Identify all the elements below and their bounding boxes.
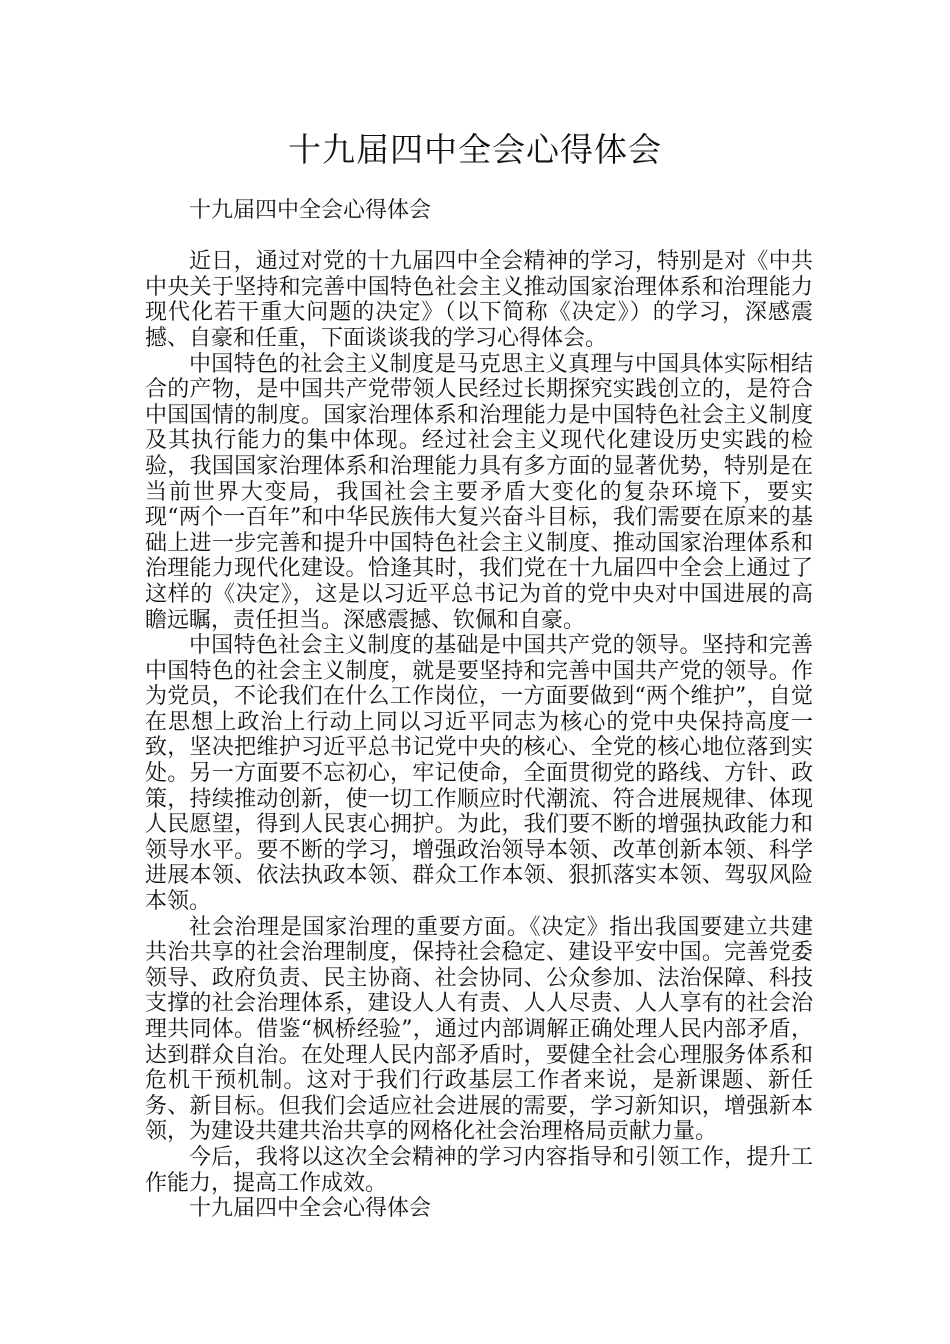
- document-footer-line: 十九届四中全会心得体会: [189, 1196, 432, 1222]
- paragraph-conclusion: 今后，我将以这次全会精神的学习内容指导和引领工作，提升工作能力，提高工作成效。: [145, 1144, 813, 1196]
- paragraph-party-leadership: 中国特色社会主义制度的基础是中国共产党的领导。坚持和完善中国特色的社会主义制度，就是要坚持和完善中国共产党的领导。作为党员，不论我们在什么工作岗位，一方面要做到“两个维护”，自觉在思想上政治上行动上同以习近平同志为核心的党中央保持高度一致，坚决把维护习近平总书记党中央的核心、全党的核心地位落到实处。另一方面要不忘初心，牢记使命，全面贯彻党的路线、方针、政策，持续推动创新，使一切工作顺应时代潮流、符合进展规律、体现人民愿望，得到人民衷心拥护。为此，我们要不断的增强执政能力和领导水平。要不断的学习，增强政治领导本领、改革创新本领、科学进展本领、依法执政本领、群众工作本领、狠抓落实本领、驾驭风险本领。: [145, 633, 813, 915]
- document-body: [145, 198, 813, 1222]
- document-subtitle: 十九届四中全会心得体会: [189, 198, 432, 223]
- paragraph-system: 中国特色的社会主义制度是马克思主义真理与中国具体实际相结合的产物，是中国共产党带领人民经过长期探究实践创立的，是符合中国国情的制度。国家治理体系和治理能力是中国特色社会主义制度及其执行能力的集中体现。经过社会主义现代化建设历史实践的检验，我国国家治理体系和治理能力具有多方面的显著优势，特别是在当前世界大变局，我国社会主要矛盾大变化的复杂环境下，要实现“两个一百年”和中华民族伟大复兴奋斗目标，我们需要在原来的基础上进一步完善和提升中国特色社会主义制度、推动国家治理体系和治理能力现代化建设。恰逢其时，我们党在十九届四中全会上通过了这样的《决定》，这是以习近平总书记为首的党中央对中国进展的高瞻远瞩，责任担当。深感震撼、钦佩和自豪。: [145, 351, 813, 633]
- document-title: 十九届四中全会心得体会: [288, 130, 662, 169]
- paragraph-social-governance: 社会治理是国家治理的重要方面。《决定》指出我国要建立共建共治共享的社会治理制度，保持社会稳定、建设平安中国。完善党委领导、政府负责、民主协商、社会协同、公众参加、法治保障、科技支撑的社会治理体系，建设人人有责、人人尽责、人人享有的社会治理共同体。借鉴“枫桥经验”，通过内部调解正确处理人民内部矛盾，达到群众自治。在处理人民内部矛盾时，要健全社会心理服务体系和危机干预机制。这对于我们行政基层工作者来说，是新课题、新任务、新目标。但我们会适应社会进展的需要，学习新知识，增强新本领，为建设共建共治共享的网格化社会治理格局贡献力量。: [145, 914, 813, 1145]
- paragraph-intro: 近日，通过对党的十九届四中全会精神的学习，特别是对《中共中央关于坚持和完善中国特色社会主义推动国家治理体系和治理能力现代化若干重大问题的决定》（以下简称《决定》）的学习，深感震撼、自豪和任重，下面谈谈我的学习心得体会。: [145, 249, 813, 351]
